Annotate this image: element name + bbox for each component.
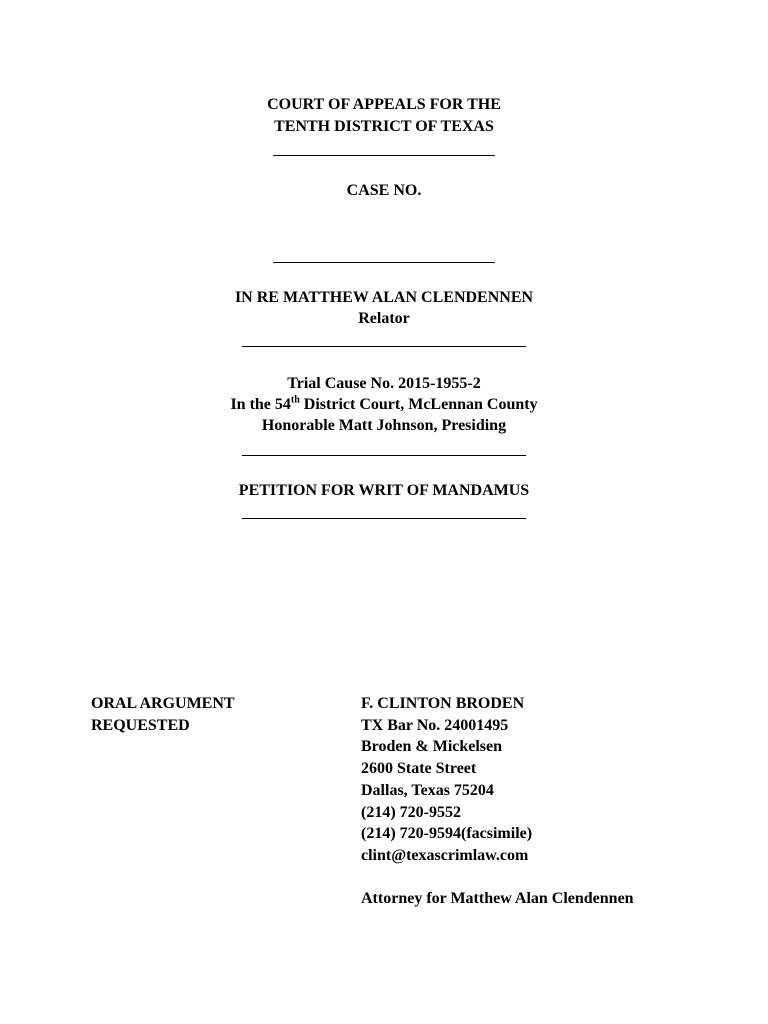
trial-court-suffix: District Court, McLennan County [299,396,538,413]
attorney-firm: Broden & Mickelsen [361,738,503,756]
trial-court [0,394,768,415]
court-name-line1: COURT OF APPEALS FOR THE [267,96,501,113]
document-title: PETITION FOR WRIT OF MANDAMUS [238,482,530,499]
oral-argument-block [91,693,235,737]
oral-argument-line2: REQUESTED [91,717,190,734]
attorney-bar-number: TX Bar No. 24001495 [361,716,509,734]
trial-court-ordinal: th [290,394,300,406]
divider-rule [273,262,495,263]
attorney-phone: (214) 720-9552 [361,803,461,821]
divider-rule [273,155,495,156]
divider-rule [242,518,526,519]
trial-court-prefix: In the 54 [230,396,291,413]
case-number-label: CASE NO. [346,182,422,199]
oral-argument-line1: ORAL ARGUMENT [91,695,235,712]
attorney-city: Dallas, Texas 75204 [361,781,494,799]
court-name-line2: TENTH DISTRICT OF TEXAS [274,118,494,135]
attorney-block [361,693,634,910]
attorney-name: F. CLINTON BRODEN [361,695,525,712]
party-role: Relator [358,310,410,327]
attorney-street: 2600 State Street [361,760,477,778]
divider-rule [242,346,526,347]
attorney-email: clint@texascrimlaw.com [361,846,529,864]
party-name: IN RE MATTHEW ALAN CLENDENNEN [234,289,534,306]
presiding-judge: Honorable Matt Johnson, Presiding [261,417,507,434]
divider-rule [242,455,526,456]
trial-cause-number: Trial Cause No. 2015-1955-2 [287,375,481,392]
attorney-fax: (214) 720-9594(facsimile) [361,825,533,843]
attorney-role: Attorney for Matthew Alan Clendennen [361,890,634,908]
